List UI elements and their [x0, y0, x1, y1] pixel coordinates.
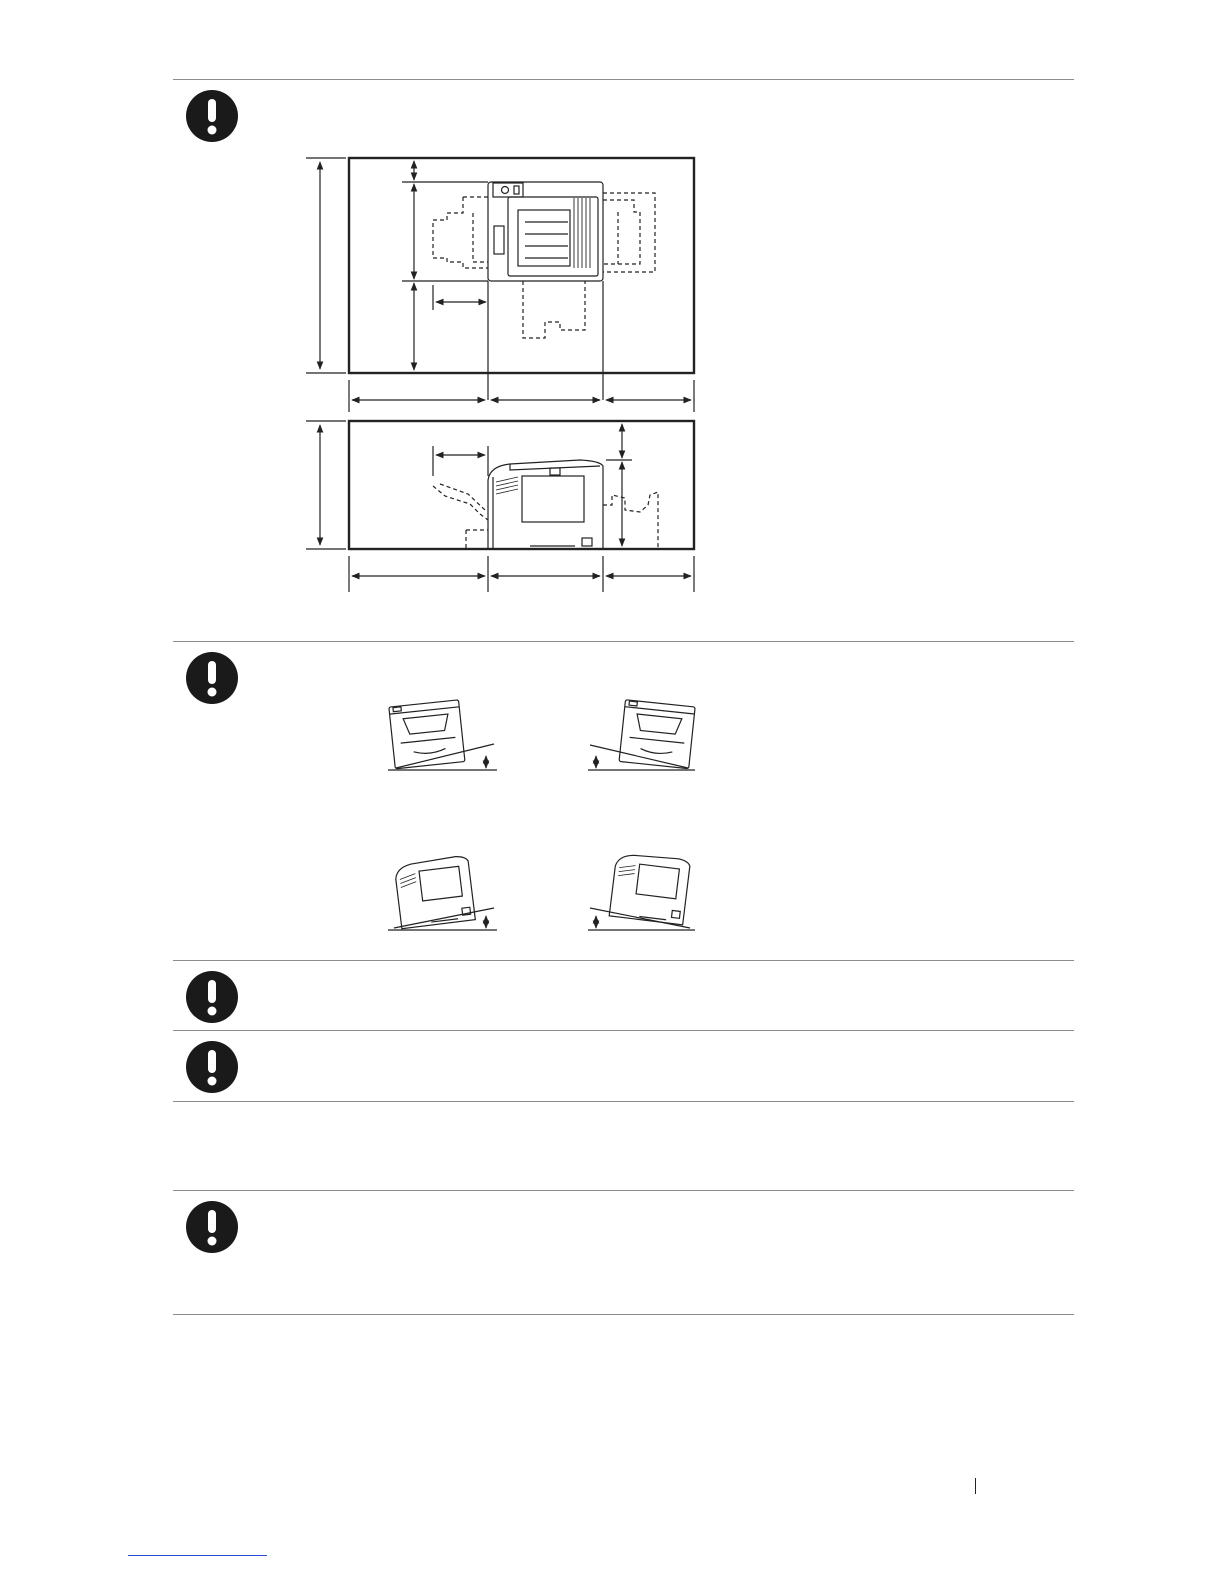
printer-tilt-front-right-diagram [385, 690, 500, 775]
printer-tilt-side-left-diagram [585, 850, 700, 935]
section-divider [173, 1030, 1074, 1031]
printer-tilt-side-right-diagram [385, 850, 500, 935]
printer-top-view-diagram [300, 150, 700, 420]
warning-exclamation-icon [185, 651, 239, 705]
section-divider [173, 641, 1074, 642]
section-divider [173, 960, 1074, 961]
warning-exclamation-icon [185, 1200, 239, 1254]
section-divider [173, 1314, 1074, 1315]
section-divider [173, 1101, 1074, 1102]
printer-side-view-diagram [300, 415, 700, 595]
printer-tilt-front-left-diagram [585, 690, 700, 775]
section-divider [173, 79, 1074, 80]
warning-exclamation-icon [185, 1040, 239, 1094]
page-number-separator [975, 1478, 976, 1494]
warning-exclamation-icon [185, 970, 239, 1024]
warning-exclamation-icon [185, 89, 239, 143]
footer-link-underline[interactable] [128, 1555, 267, 1556]
section-divider [173, 1190, 1074, 1191]
